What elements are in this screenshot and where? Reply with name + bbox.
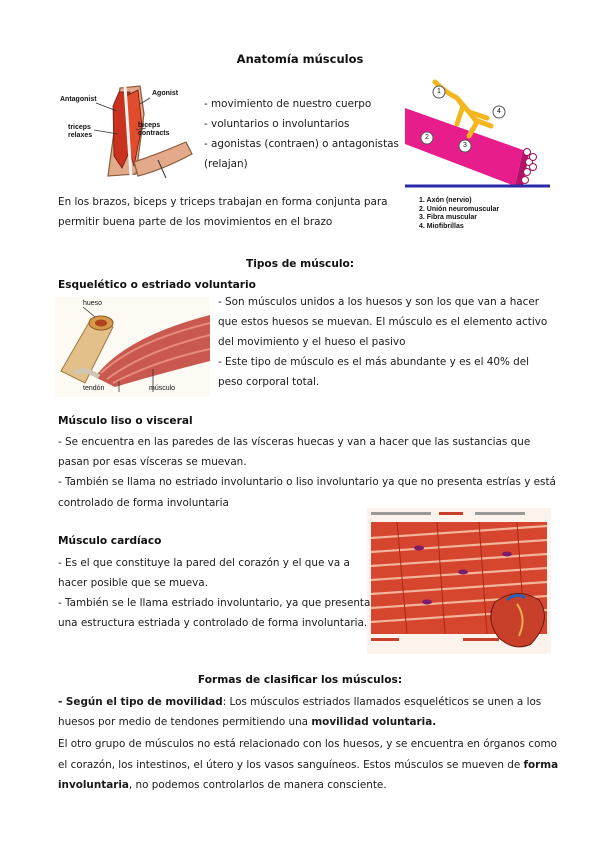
skeletal-line-1: - Son músculos unidos a los huesos y son los que van a hacer (218, 296, 540, 308)
muscle-fiber-diagram (405, 78, 550, 240)
classify-line-4 (58, 755, 558, 775)
label-contracts: contracts (138, 130, 170, 137)
fiber-legend-3: 3. Fibra muscular (419, 214, 477, 221)
skeletal-muscle-image (55, 297, 210, 397)
classify-line-5 (58, 775, 387, 795)
classify-line-5-text: , no podemos controlarlos de manera consciente. (128, 779, 387, 791)
fiber-legend-2: 2. Unión neuromuscular (419, 205, 500, 213)
smooth-line-2: pasan por esas vísceras se muevan. (58, 456, 247, 468)
classify-line-1 (58, 692, 541, 712)
smooth-line-3: - También se llama no estriado involuntario o liso involuntario ya que no presenta estrías y está (58, 476, 556, 488)
arm-muscles-image (58, 76, 198, 186)
label-agonist: Agonist (152, 90, 179, 97)
fiber-num-2: 2 (425, 134, 429, 141)
label-bone: hueso (83, 300, 103, 307)
cardiac-line-3: - También se le llama estriado involuntario, ya que presenta (58, 597, 371, 609)
types-heading: Tipos de músculo: (245, 258, 355, 270)
fiber-legend-1: 1. Axón (nervio) (419, 197, 472, 204)
label-relaxes: relaxes (68, 132, 93, 139)
smooth-line-1: - Se encuentra en las paredes de las vísceras huecas y van a hacer que las sustancias que (58, 436, 531, 448)
label-muscle: músculo (149, 385, 176, 392)
cardiac-line-2: hacer posible que se mueva. (58, 577, 208, 589)
classify-line-2-text: huesos por medio de tendones permitiendo una (58, 716, 312, 728)
classify-involuntary-term: involuntaria (58, 779, 129, 791)
cardiac-line-4: una estructura estriada y controlado de forma involuntaria. (58, 617, 368, 629)
intro-bullet-2: - voluntarios o involuntarios (204, 118, 350, 130)
cardiac-muscle-image (367, 508, 551, 654)
skeletal-line-5: peso corporal total. (218, 376, 320, 388)
page-title: Anatomía músculos (236, 52, 364, 66)
fiber-num-1: 1 (437, 88, 441, 95)
cardiac-line-1: - Es el que constituye la pared del corazón y el que va a (58, 557, 350, 569)
skeletal-heading: Esquelético o estriado voluntario (58, 279, 256, 291)
classify-line-4-text: el corazón, los intestinos, el útero y los vasos sanguíneos. Estos músculos se mueven de (58, 759, 524, 771)
skeletal-line-3: del movimiento y el hueso el pasivo (218, 336, 406, 348)
intro-bullet-3: - agonistas (contraen) o antagonistas (204, 138, 399, 150)
fiber-num-3: 3 (463, 142, 467, 149)
intro-paragraph-line-1: En los brazos, biceps y triceps trabajan en forma conjunta para (58, 196, 388, 208)
skeletal-line-4: - Este tipo de músculo es el más abundante y es el 40% del (218, 356, 530, 368)
intro-bullet-4: (relajan) (204, 158, 248, 170)
classify-line-2 (58, 712, 436, 732)
label-antagonist: Antagonist (60, 96, 97, 103)
intro-paragraph-line-2: permitir buena parte de los movimientos en el brazo (58, 216, 333, 228)
classify-form-term: forma (523, 759, 559, 771)
intro-bullet-1: - movimiento de nuestro cuerpo (204, 98, 372, 110)
skeletal-line-2: que estos huesos se muevan. El músculo es el elemento activo (218, 316, 548, 328)
classify-mobility-label: - Según el tipo de movilidad (58, 696, 223, 708)
classify-heading: Formas de clasificar los músculos: (197, 674, 403, 686)
classify-line-3: El otro grupo de músculos no está relacionado con los huesos, y se encuentra en órganos como (58, 738, 557, 750)
label-biceps: biceps (138, 122, 161, 129)
classify-line-1-text: : Los músculos estriados llamados esqueléticos se unen a los (222, 696, 542, 708)
cardiac-heading: Músculo cardíaco (58, 535, 162, 547)
classify-voluntary-term: movilidad voluntaria. (311, 716, 437, 728)
fiber-legend (419, 197, 499, 231)
fiber-num-4: 4 (497, 108, 501, 115)
fiber-legend-4: 4. Miofibrillas (419, 222, 464, 230)
label-tendon: tendón (83, 385, 105, 392)
smooth-line-4: controlado de forma involuntaria (58, 497, 229, 509)
smooth-heading: Músculo liso o visceral (58, 415, 193, 427)
label-triceps: triceps (68, 124, 91, 131)
